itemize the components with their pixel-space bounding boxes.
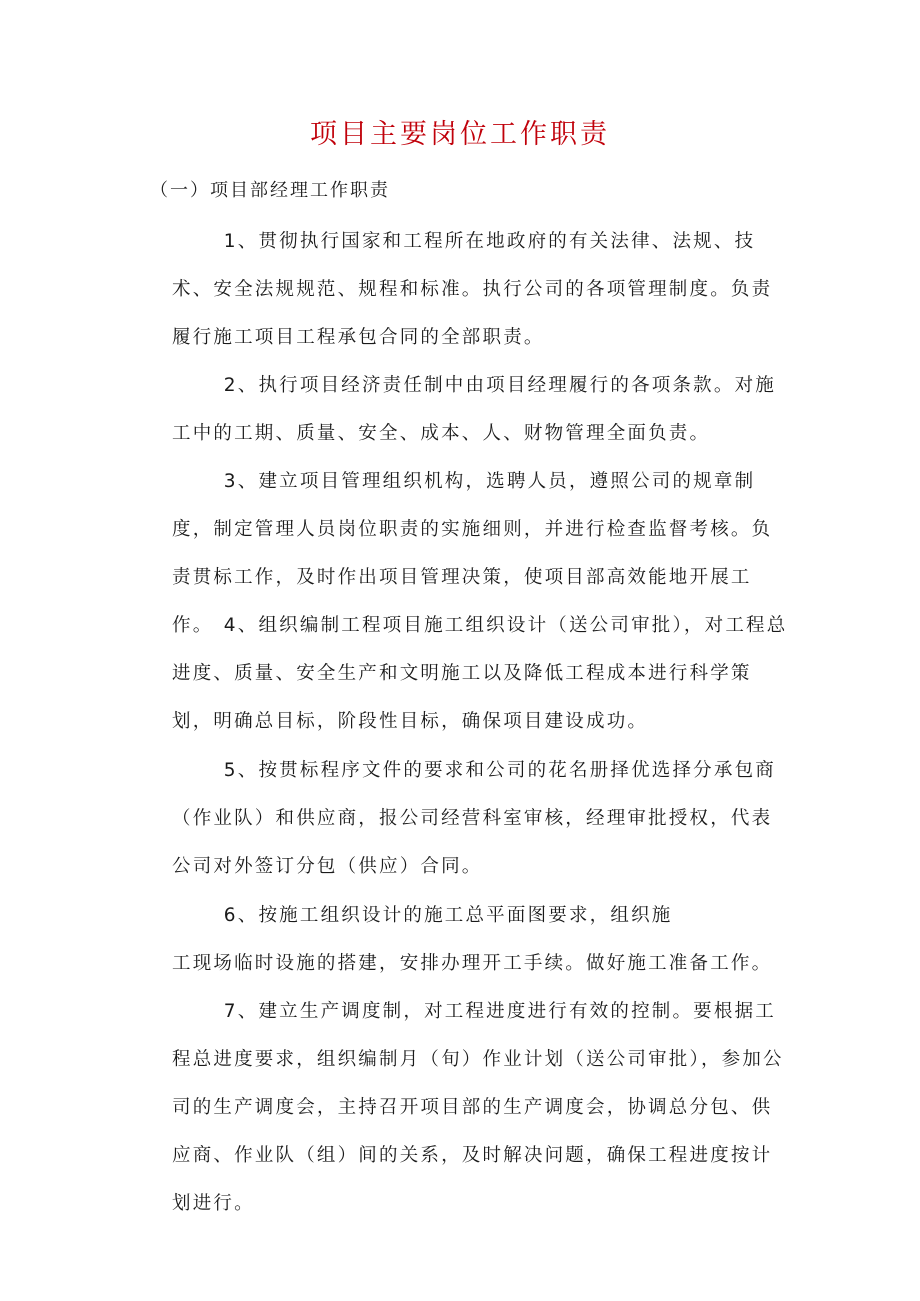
document-title: 项目主要岗位工作职责 <box>310 119 610 150</box>
section-heading: （一）项目部经理工作职责 <box>150 180 390 201</box>
duty-paragraph-1: 1、贯彻执行国家和工程所在地政府的有关法律、法规、技术、安全法规规范、规程和标准。执行公司的各项管理制度。负责履行施工项目工程承包合同的全部职责。 <box>172 231 773 348</box>
duty-paragraph-6-line-2: 工现场临时设施的搭建，安排办理开工手续。做好施工准备工作。 <box>172 953 773 974</box>
duty-paragraph-7: 7、建立生产调度制，对工程进度进行有效的控制。要根据工程总进度要求，组织编制月（旬）作业计划（送公司审批），参加公司的生产调度会，主持召开项目部的生产调度会，协调总分包、供应商、作业队（组）间的关系，及时解决问题，确保工程进度按计划进行。 <box>172 1001 784 1214</box>
duty-paragraph-5: 5、按贯标程序文件的要求和公司的花名册择优选择分承包商（作业队）和供应商，报公司经营科室审核，经理审批授权，代表公司对外签订分包（供应）合同。 <box>172 760 776 877</box>
duty-paragraph-3: 3、建立项目管理组织机构，选聘人员，遵照公司的规章制度，制定管理人员岗位职责的实施细则，并进行检查监督考核。负责贯标工作，及时作出项目管理决策，使项目部高效能地开展工作。 <box>172 471 773 636</box>
duty-paragraph-6-line-1: 6、按施工组织设计的施工总平面图要求，组织施 <box>223 905 673 926</box>
duty-paragraph-4: 4、组织编制工程项目施工组织设计（送公司审批），对工程总进度、质量、安全生产和文明施工以及降低工程成本进行科学策划，明确总目标，阶段性目标，确保项目建设成功。 <box>172 615 788 732</box>
duty-paragraph-2: 2、执行项目经济责任制中由项目经理履行的各项条款。对施工中的工期、质量、安全、成本、人、财物管理全面负责。 <box>172 375 776 444</box>
